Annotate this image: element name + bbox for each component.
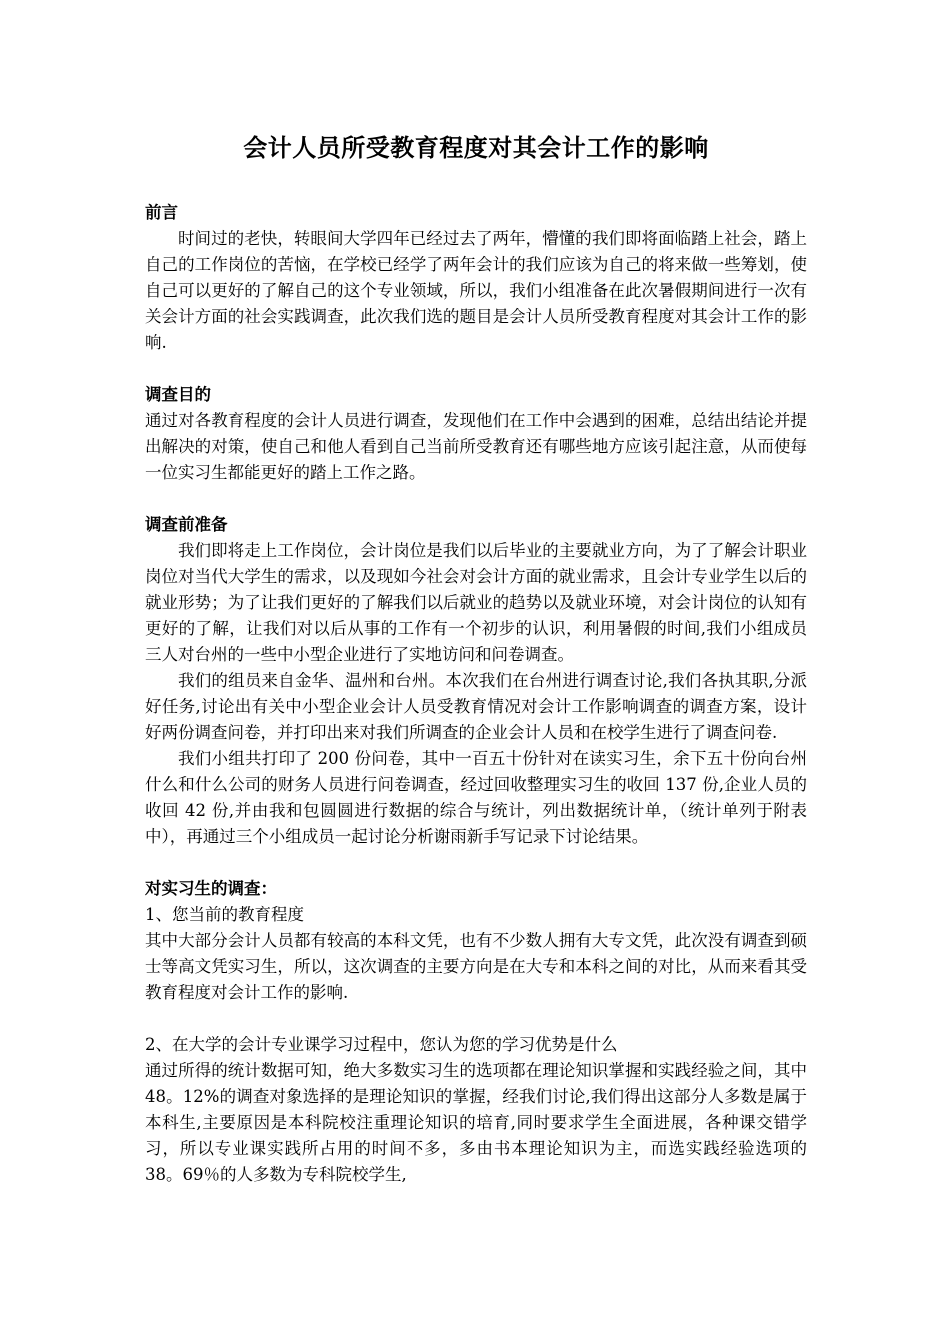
section-gap xyxy=(145,850,807,876)
question-2: 2、在大学的会计专业课学习过程中，您认为您的学习优势是什么 xyxy=(145,1035,618,1054)
question-1: 1、您当前的教育程度 xyxy=(145,905,304,924)
section-gap xyxy=(145,356,807,382)
preparation-paragraph-2: 我们的组员来自金华、温州和台州。本次我们在台州进行调查讨论,我们各执其职,分派好任务,讨论出有关中小型企业会计人员受教育情况对会计工作影响调查的调查方案，设计好两份调查问卷，并打印出来对我们所调查的企业会计人员和在校学生进行了调查问卷. xyxy=(145,671,807,742)
preparation-paragraph-3: 我们小组共打印了 200 份问卷，其中一百五十份针对在读实习生，余下五十份向台州什么和什么公司的财务人员进行问卷调查，经过回收整理实习生的收回 137 份,企业人员的收回 42 份,并由我和包圆圆进行数据的综合与统计，列出数据统计单，（统计单列于附表中），再通过三个小组成员一起讨论分析谢雨新手写记录下讨论结果。 xyxy=(145,749,807,846)
preparation-paragraph-1: 我们即将走上工作岗位，会计岗位是我们以后毕业的主要就业方向，为了了解会计职业岗位对当代大学生的需求，以及现如今社会对会计方面的就业需求，且会计专业学生以后的就业形势；为了让我们更好的了解我们以后就业的趋势以及就业环境，对会计岗位的认知有更好的了解，让我们对以后从事的工作有一个初步的认识，利用暑假的时间,我们小组成员三人对台州的一些中小型企业进行了实地访问和问卷调查。 xyxy=(145,541,807,664)
intern-survey-heading: 对实习生的调查： xyxy=(145,879,277,898)
answer-2: 通过所得的统计数据可知，绝大多数实习生的选项都在理论知识掌握和实践经验之间，其中 48。12%的调查对象选择的是理论知识的掌握，经我们讨论,我们得出这部分人多数是属于本科生,主要原因是本科院校注重理论知识的培育,同时要求学生全面进展，各种课交错学习，所以专业课实践所占用的时间不多，多由书本理论知识为主，而选实践经验选项的 38。69％的人多数为专科院校学生, xyxy=(145,1061,807,1184)
section-gap xyxy=(145,486,807,512)
preface-paragraph: 时间过的老快，转眼间大学四年已经过去了两年，懵懂的我们即将面临踏上社会，踏上自己的工作岗位的苦恼，在学校已经学了两年会计的我们应该为自己的将来做一些筹划，使自己可以更好的了解自己的这个专业领域，所以，我们小组准备在此次暑假期间进行一次有关会计方面的社会实践调查，此次我们选的题目是会计人员所受教育程度对其会计工作的影响. xyxy=(145,229,807,352)
answer-1: 其中大部分会计人员都有较高的本科文凭，也有不少数人拥有大专文凭，此次没有调查到硕士等高文凭实习生，所以，这次调查的主要方向是在大专和本科之间的对比，从而来看其受教育程度对会计工作的影响. xyxy=(145,931,807,1002)
purpose-heading: 调查目的 xyxy=(145,385,211,404)
section-gap xyxy=(145,1006,807,1032)
preface-heading: 前言 xyxy=(145,203,178,222)
purpose-paragraph: 通过对各教育程度的会计人员进行调查，发现他们在工作中会遇到的困难，总结出结论并提出解决的对策，使自己和他人看到自己当前所受教育还有哪些地方应该引起注意，从而使每一位实习生都能更好的踏上工作之路。 xyxy=(145,411,807,482)
preparation-heading: 调查前准备 xyxy=(145,515,228,534)
document-page xyxy=(145,132,807,1188)
document-title: 会计人员所受教育程度对其会计工作的影响 xyxy=(243,134,709,162)
